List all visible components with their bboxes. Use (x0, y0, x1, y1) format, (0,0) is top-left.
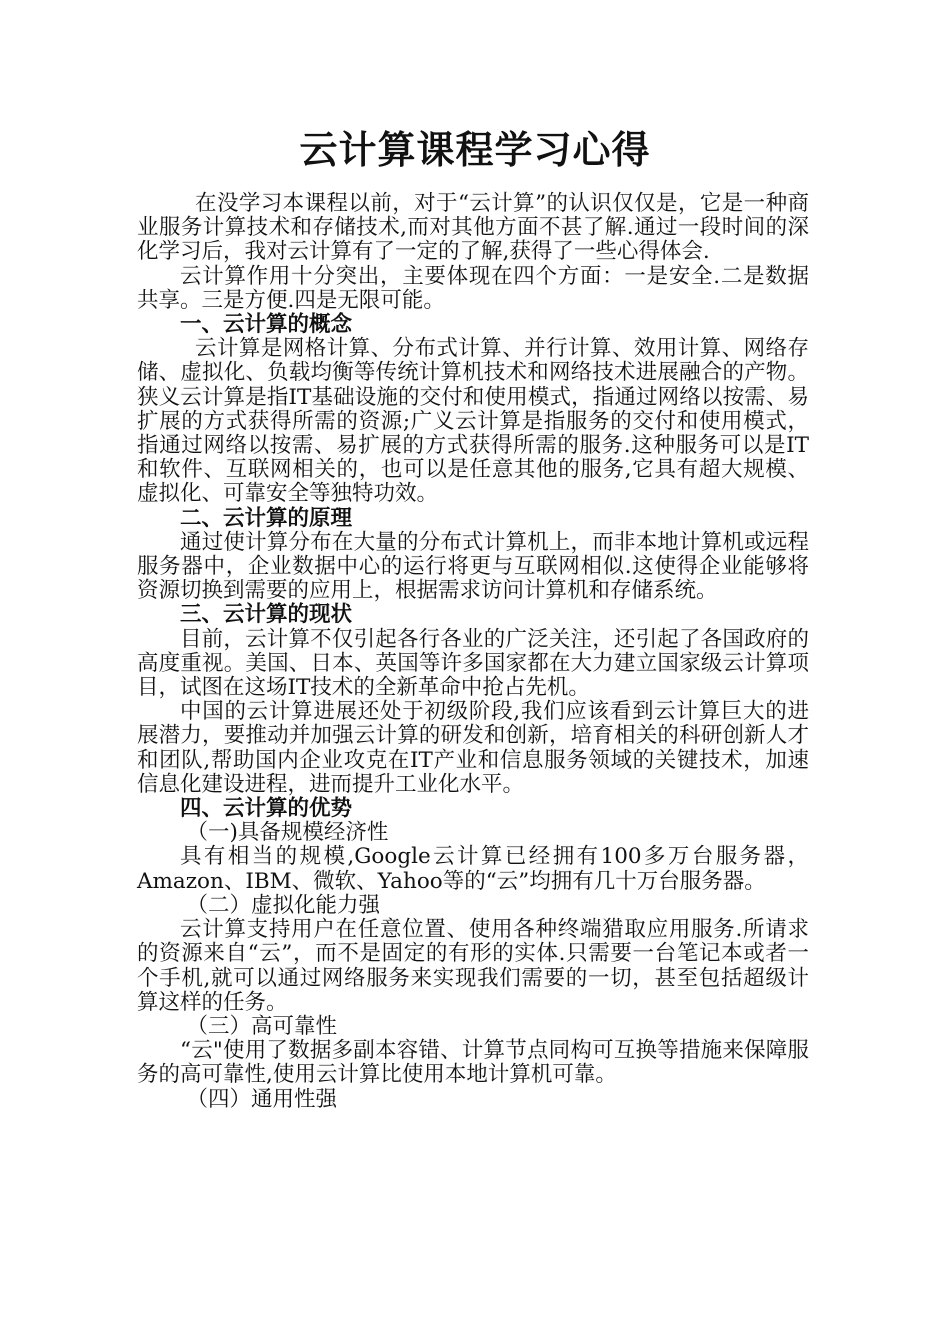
body-paragraph: 云计算支持用户在任意位置、使用各种终端猎取应用服务.所请求的资源来自“云”，而不是固定的有形的实体.只需要一台笔记本或者一个手机,就可以通过网络服务来实现我们需要的一切，甚至包括超级计算这样的任务。 (137, 917, 809, 1015)
intro-paragraph: 在没学习本课程以前，对于“云计算”的认识仅仅是，它是一种商业服务计算技术和存储技术,而对其他方面不甚了解.通过一段时间的深化学习后，我对云计算有了一定的了解,获得了一些心得体会. (137, 191, 809, 265)
section-heading: 四、云计算的优势 (180, 796, 353, 822)
subsection-heading: （四）通用性强 (186, 1086, 337, 1112)
body-paragraph: 通过使计算分布在大量的分布式计算机上，而非本地计算机或远程服务器中，企业数据中心的运行将更与互联网相似.这使得企业能够将资源切换到需要的应用上，根据需求访问计算机和存储系统。 (137, 529, 809, 604)
document-title: 云计算课程学习心得 (299, 128, 651, 172)
section-heading: 一、云计算的概念 (180, 312, 353, 338)
subsection-heading: （一)具备规模经济性 (186, 820, 389, 846)
body-paragraph: 云计算作用十分突出，主要体现在四个方面：一是安全.二是数据共享。三是方便.四是无限可能。 (137, 263, 809, 313)
body-paragraph: 具有相当的规模,Google云计算已经拥有100多万台服务器，Amazon、IBM、微软、Yahoo等的“云”均拥有几十万台服务器。 (137, 844, 809, 894)
subsection-heading: （二）虚拟化能力强 (186, 892, 380, 918)
body-paragraph: 中国的云计算进展还处于初级阶段,我们应该看到云计算巨大的进展潜力，要推动并加强云计算的研发和创新，培育相关的科研创新人才和团队,帮助国内企业攻克在IT产业和信息服务领域的关键技术，加速信息化建设进程，进而提升工业化水平。 (137, 699, 809, 797)
section-heading: 二、云计算的原理 (180, 505, 353, 531)
body-paragraph: “云"使用了数据多副本容错、计算节点同构可互换等措施来保障服务的高可靠性,使用云计算比使用本地计算机可靠。 (137, 1038, 809, 1088)
body-paragraph: 云计算是网格计算、分布式计算、并行计算、效用计算、网络存储、虚拟化、负载均衡等传统计算机技术和网络技术进展融合的产物。狭义云计算是指IT基础设施的交付和使用模式，指通过网络以按需、易扩展的方式获得所需的资源;广义云计算是指服务的交付和使用模式，指通过网络以按需、易扩展的方式获得所需的服务.这种服务可以是IT和软件、互联网相关的，也可以是任意其他的服务,它具有超大规模、虚拟化、可靠安全等独特功效。 (137, 336, 809, 507)
body-paragraph: 目前，云计算不仅引起各行各业的广泛关注，还引起了各国政府的高度重视。美国、日本、英国等许多国家都在大力建立国家级云计算项目，试图在这场IT技术的全新革命中抢占先机。 (137, 626, 809, 701)
document-body (137, 192, 809, 1112)
section-heading: 三、云计算的现状 (180, 602, 353, 628)
subsection-heading: （三）高可靠性 (186, 1013, 337, 1039)
